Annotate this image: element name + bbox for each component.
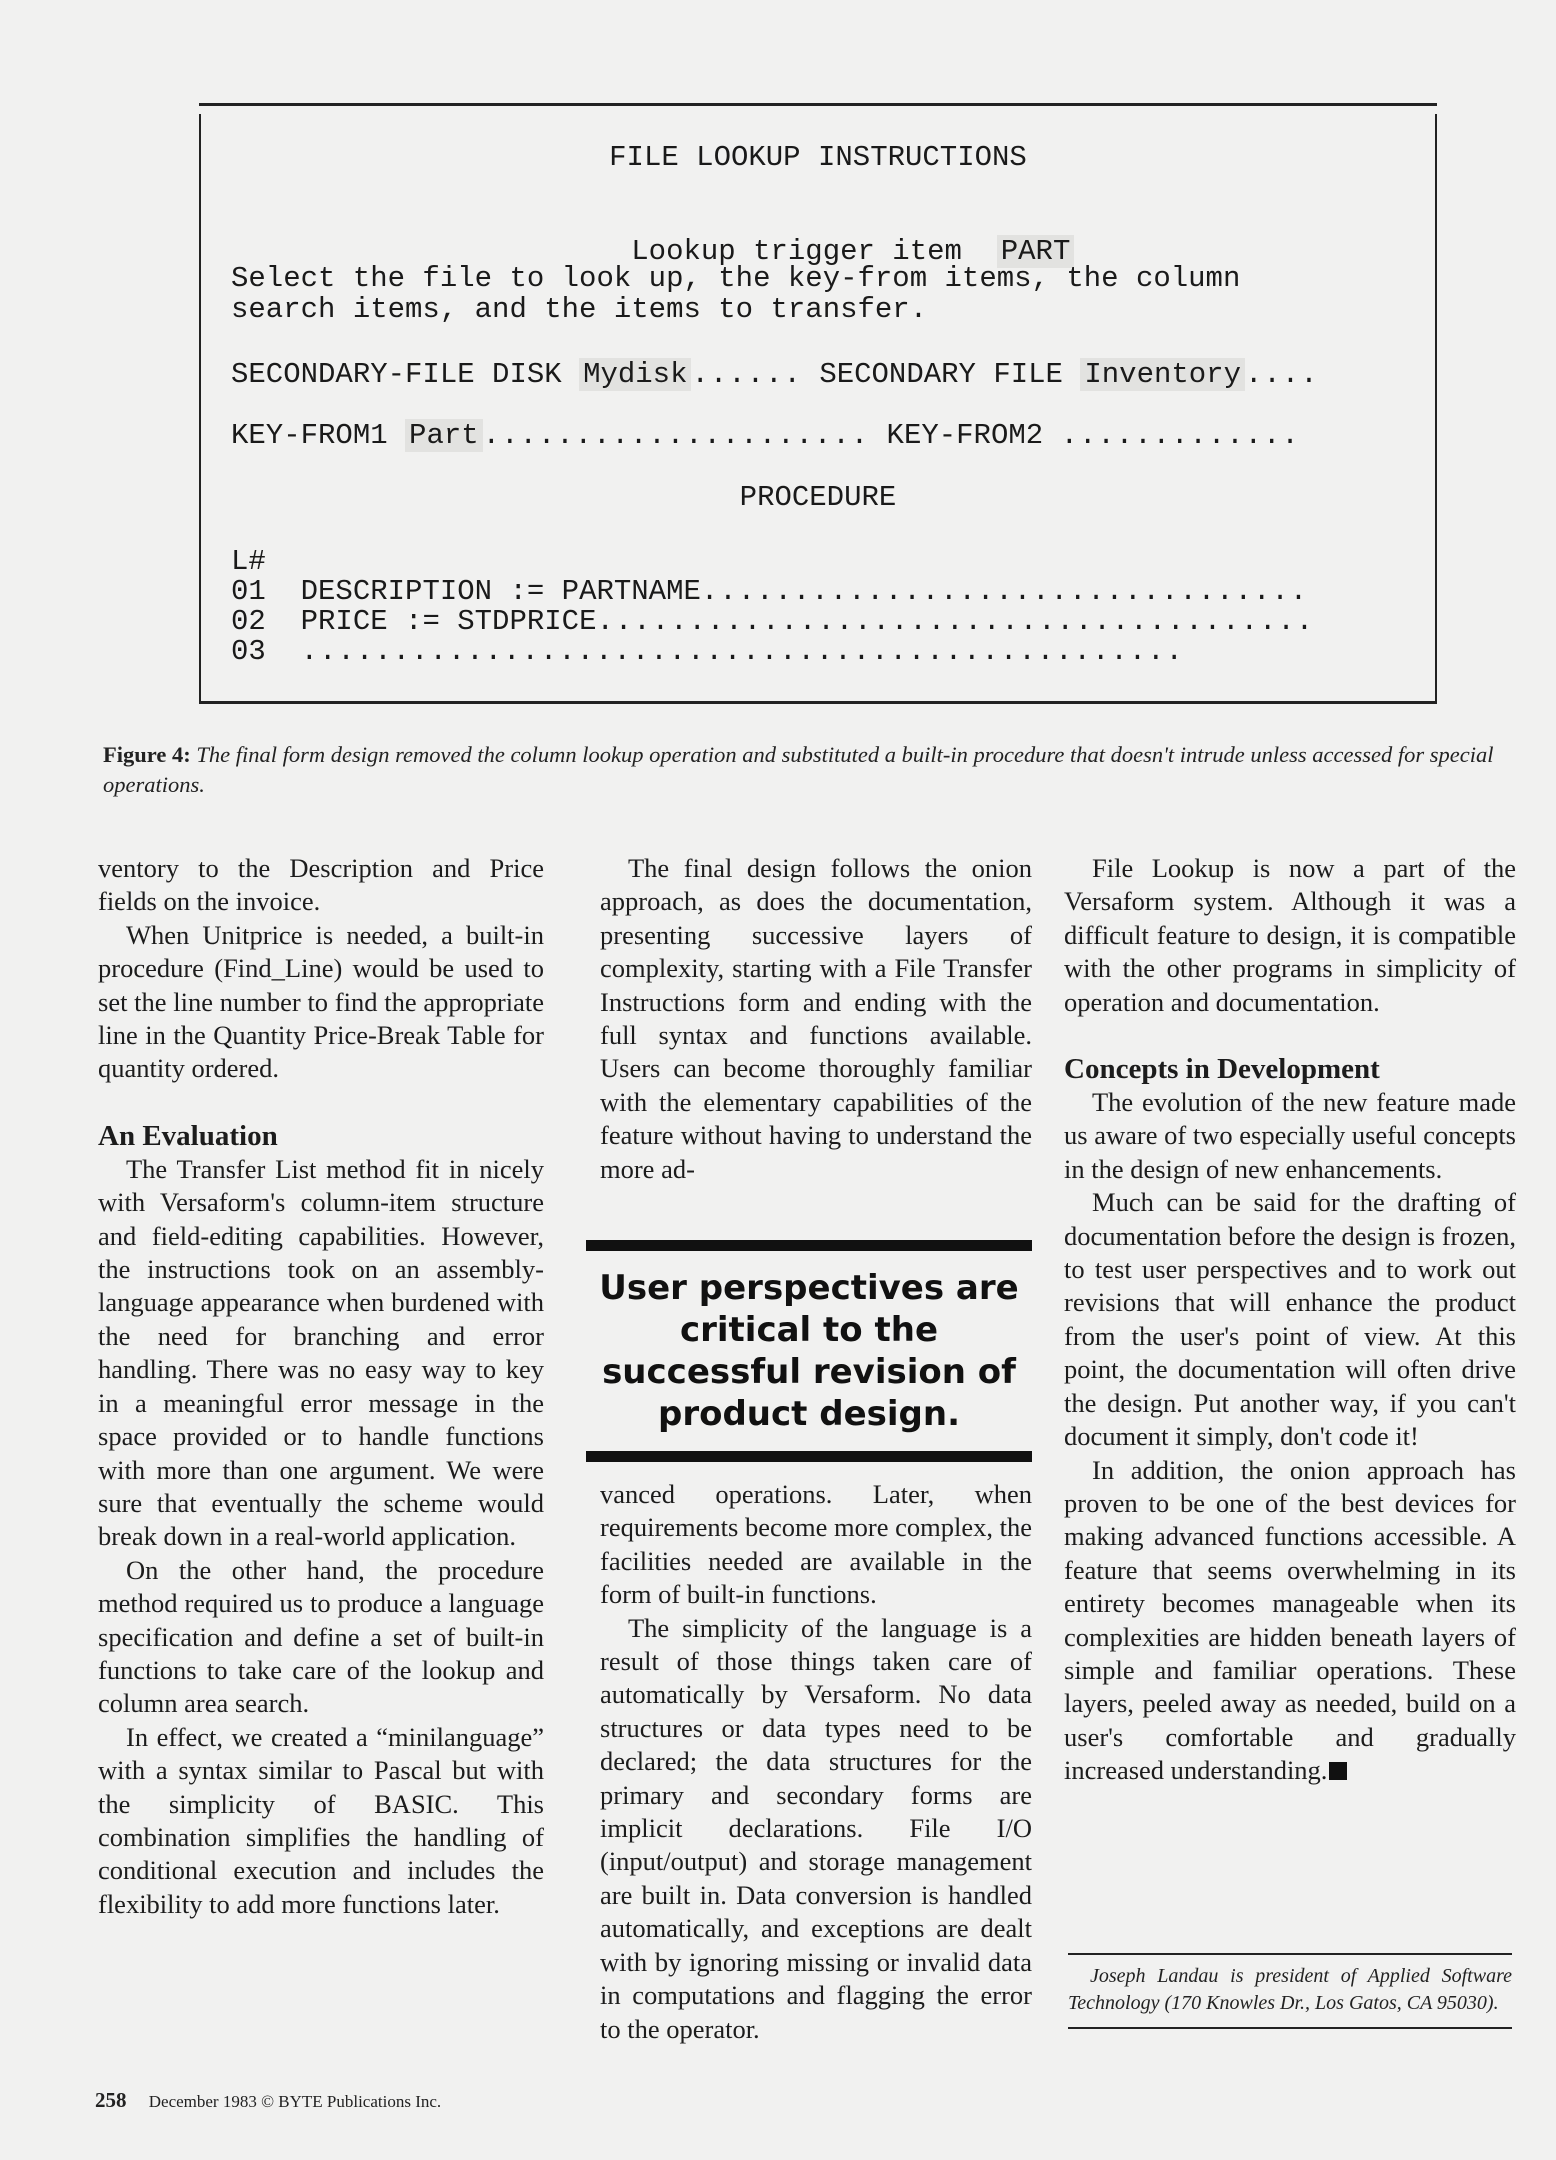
line-fill: ................................................ [300, 635, 1184, 668]
pull-quote [586, 1240, 1032, 1462]
trigger-field[interactable]: PART [997, 235, 1075, 268]
article-column-2-continued [600, 1478, 1032, 2046]
line-number-header: L# [231, 545, 266, 578]
figure-form-file-lookup [199, 103, 1437, 704]
section-heading-concepts: Concepts in Development [1064, 1053, 1380, 1086]
pull-quote-text: User perspectives are critical to the successful revision of product design. [599, 1268, 1019, 1434]
caption-label: Figure 4: [103, 742, 191, 767]
paragraph: vanced operations. Later, when requirements become more complex, the facilities needed are available in the form of built-in functions. [600, 1479, 1032, 1610]
procedure-line[interactable] [231, 576, 1308, 608]
article-column-3 [1064, 852, 1516, 1788]
article-column-1 [98, 852, 544, 1921]
key-from1-label: KEY-FROM1 [231, 419, 388, 452]
secondary-disk-label: SECONDARY-FILE DISK [231, 358, 562, 391]
procedure-line[interactable] [231, 606, 1314, 638]
form-title: FILE LOOKUP INSTRUCTIONS [609, 141, 1027, 174]
section-heading-evaluation: An Evaluation [98, 1119, 278, 1152]
secondary-file-field[interactable]: Inventory [1080, 358, 1245, 391]
paragraph: The simplicity of the language is a result of those things taken care of automatically by Versaform. No data structures or data types need to be declared; the data structures for the primary and secondary forms are implicit declarations. File I/O (input/output) and storage management are built in. Data conversion is handled automatically, and exceptions are dealt with by ignoring missing or invalid data in computations and flagging the error to the operator. [600, 1612, 1032, 2044]
page-number: 258 [95, 2088, 127, 2112]
secondary-file-row [231, 359, 1319, 391]
secondary-file-label: SECONDARY FILE [819, 358, 1063, 391]
key-from-row [231, 420, 1300, 452]
paragraph: File Lookup is now a part of the Versaform system. Although it was a difficult feature to design, it is compatible with the other programs in simplicity of operation and documentation. [1064, 853, 1516, 1017]
line-number: 01 [231, 575, 266, 608]
key-from2-label: KEY-FROM2 [886, 419, 1044, 452]
key-from1-field[interactable]: Part [405, 419, 483, 452]
figure-caption [103, 740, 1523, 800]
author-bio-text: Joseph Landau is president of Applied Software Technology (170 Knowles Dr., Los Gatos, CA 95030). [1068, 1965, 1512, 2014]
line-code: DESCRIPTION := PARTNAME [300, 575, 701, 608]
procedure-line[interactable] [231, 636, 1184, 668]
trigger-label: Lookup trigger item [631, 235, 962, 268]
caption-text: The final form design removed the column lookup operation and substituted a built-in procedure that doesn't intrude unless accessed for special operations. [103, 742, 1494, 797]
instructions-line-1: Select the file to look up, the key-from items, the column [231, 262, 1241, 295]
article-column-2 [600, 852, 1032, 1186]
end-mark-icon [1329, 1762, 1347, 1780]
paragraph: In effect, we created a “minilanguage” with a syntax similar to Pascal but with the simplicity of BASIC. This combination simplifies the handling of conditional execution and includes the flexibility to add more functions later. [98, 1721, 544, 1919]
paragraph: ventory to the Description and Price fields on the invoice. [98, 853, 544, 917]
secondary-disk-fill: ...... [691, 358, 802, 391]
key-from1-fill: ..................... [482, 419, 870, 452]
paragraph: On the other hand, the procedure method required us to produce a language specification and define a set of built-in functions to take care of the lookup and column area search. [98, 1554, 544, 1719]
paragraph: When Unitprice is needed, a built-in procedure (Find_Line) would be used to set the line number to find the appropriate line in the Quantity Price-Break Table for quantity ordered. [98, 919, 544, 1084]
procedure-title: PROCEDURE [739, 481, 897, 514]
line-code: PRICE := STDPRICE [300, 605, 597, 638]
page-footer [95, 2088, 441, 2113]
line-number: 02 [231, 605, 266, 638]
secondary-file-fill: .... [1245, 358, 1319, 391]
paragraph-final [1064, 1454, 1516, 1788]
paragraph: The final design follows the onion approach, as does the documentation, presenting successive layers of complexity, starting with a File Transfer Instructions form and ending with the full syntax and functions available. Users can become thoroughly familiar with the elementary capabilities of the feature without having to understand the more ad- [600, 853, 1032, 1184]
secondary-disk-field[interactable]: Mydisk [579, 358, 691, 391]
line-fill: ................................. [700, 575, 1309, 608]
line-fill: ....................................... [596, 605, 1315, 638]
author-bio [1068, 1953, 1512, 2029]
form-border-right [1435, 114, 1437, 701]
key-from2-field[interactable]: ............. [1060, 419, 1300, 452]
footer-text: December 1983 © BYTE Publications Inc. [148, 2092, 442, 2111]
final-paragraph-text: In addition, the onion approach has proven to be one of the best devices for making advanced functions accessible. A feature that seems overwhelming in its entirety becomes manageable when its complexities are hidden beneath layers of simple and familiar operations. These layers, peeled away as needed, build on a user's comfortable and gradually increased understanding. [1064, 1454, 1516, 1786]
paragraph: The evolution of the new feature made us aware of two especially useful concepts in the design of new enhancements. [1064, 1087, 1516, 1184]
paragraph: Much can be said for the drafting of documentation before the design is frozen, to test user perspectives and to work out revisions that will enhance the product from the user's point of view. At this point, the documentation will often drive the design. Put another way, if you can't document it simply, don't code it! [1064, 1187, 1516, 1452]
paragraph: The Transfer List method fit in nicely with Versaform's column-item structure and field-editing capabilities. However, the instructions took on an assembly-language appearance when burdened with the need for branching and error handling. There was no easy way to key in a meaningful error message in the space provided or to handle functions with more than one argument. We were sure that eventually the scheme would break down in a real-world application. [98, 1153, 544, 1552]
instructions-line-2: search items, and the items to transfer. [231, 293, 928, 326]
form-border-left [199, 114, 201, 701]
line-number: 03 [231, 635, 266, 668]
